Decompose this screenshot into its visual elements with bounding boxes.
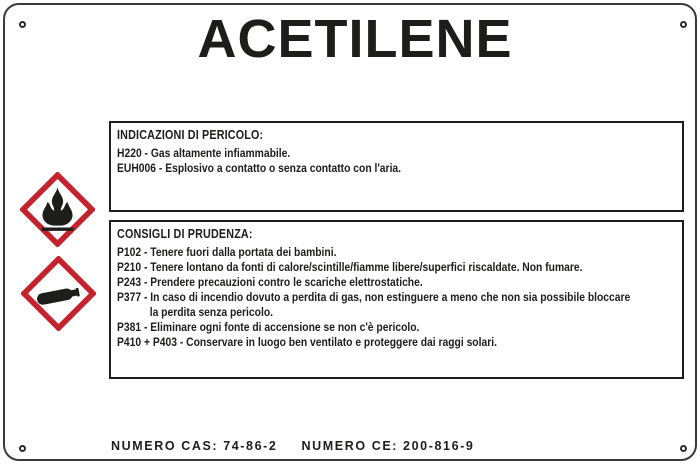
precaution-statements xyxy=(117,245,676,350)
registry-numbers xyxy=(111,438,474,456)
precaution-statement: P243 - Prendere precauzioni contro le scariche elettrostatiche. xyxy=(117,275,423,289)
mounting-hole-bottom-left xyxy=(19,445,26,452)
precaution-statement: P410 + P403 - Conservare in luogo ben ventilato e proteggere dai raggi solari. xyxy=(117,335,497,349)
sign-plate xyxy=(3,3,697,461)
precaution-statement: P210 - Tenere lontano da fonti di calore/scintille/fiamme libere/superfici riscaldate. Non fumare. xyxy=(117,260,583,274)
ce-number-value: 200-816-9 xyxy=(403,439,475,453)
flame-icon xyxy=(20,172,95,247)
hazard-statements xyxy=(117,146,676,176)
precaution-statement: P102 - Tenere fuori dalla portata dei bambini. xyxy=(117,245,337,259)
precaution-statement-continuation: la perdita senza pericolo. xyxy=(149,305,274,319)
sign-title: ACETILENE xyxy=(197,9,513,69)
ghs-flame-pictogram xyxy=(20,172,95,247)
cas-number-value: 74-86-2 xyxy=(223,439,278,453)
hazard-statement: H220 - Gas altamente infiammabile. xyxy=(117,146,291,160)
hazard-statement: EUH006 - Esplosivo a contatto o senza contatto con l'aria. xyxy=(117,161,402,175)
precaution-statement: P377 - In caso di incendio dovuto a perdita di gas, non estinguere a meno che non sia possibile bloccare xyxy=(117,290,631,304)
gas-cylinder-icon xyxy=(21,256,96,331)
hazard-box-title: INDICAZIONI DI PERICOLO: xyxy=(117,128,264,142)
precaution-box-title: CONSIGLI DI PRUDENZA: xyxy=(117,227,253,241)
precaution-statement: P381 - Eliminare ogni fonte di accensione se non c'è pericolo. xyxy=(117,320,420,334)
hazard-box xyxy=(109,121,684,212)
precaution-box xyxy=(109,220,684,379)
cas-number-label: NUMERO CAS: xyxy=(111,439,219,453)
ce-number-label: NUMERO CE: xyxy=(301,439,399,453)
mounting-hole-bottom-right xyxy=(680,445,687,452)
ghs-gas-cylinder-pictogram xyxy=(21,256,96,331)
